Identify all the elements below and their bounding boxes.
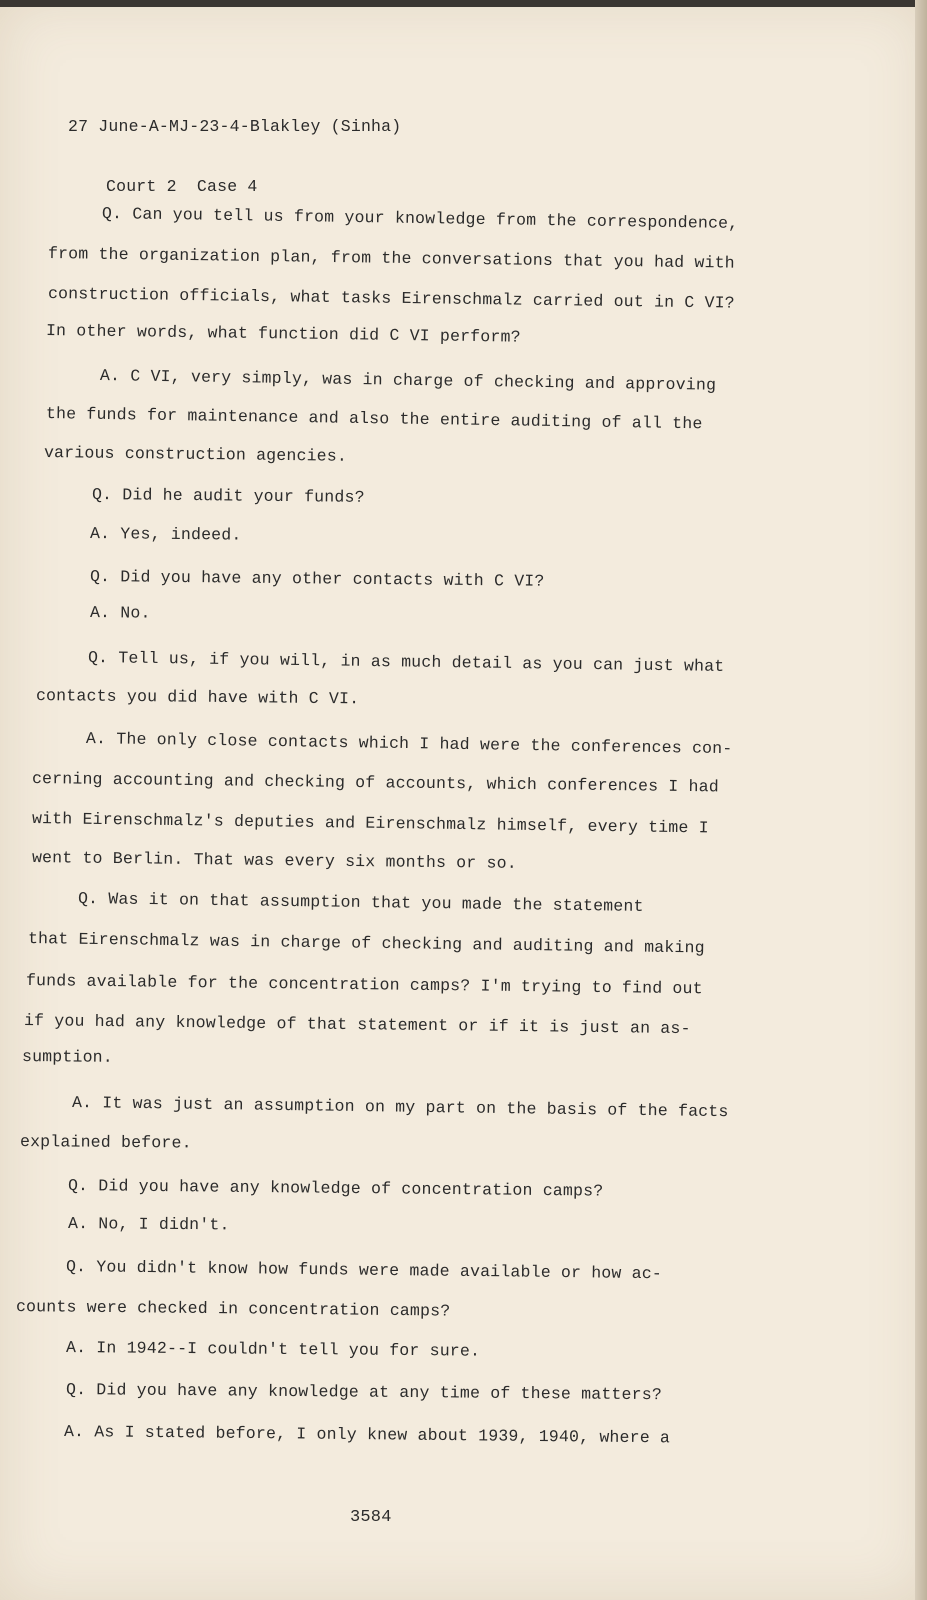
transcript-line: sumption. xyxy=(21,1047,114,1067)
transcript-line: Q. You didn't know how funds were made available or how ac- xyxy=(65,1257,663,1284)
transcript-line: construction officials, what tasks Eirenschmalz carried out in C VI? xyxy=(47,284,735,313)
transcript-line: explained before. xyxy=(19,1132,192,1153)
header-line-2: Court 2 Case 4 xyxy=(106,177,258,196)
transcript-line: A. The only close contacts which I had were the conferences con- xyxy=(85,729,733,759)
transcript-line: Q. Tell us, if you will, in as much detail as you can just what xyxy=(87,648,725,676)
transcript-line: with Eirenschmalz's deputies and Eirenschmalz himself, every time I xyxy=(31,809,709,838)
transcript-line: if you had any knowledge of that statement or if it is just an as- xyxy=(23,1011,691,1039)
transcript-line: from the organization plan, from the conversations that you had with xyxy=(47,244,735,273)
transcript-line: various construction agencies. xyxy=(43,443,348,466)
transcript-line: that Eirenschmalz was in charge of checking and auditing and making xyxy=(27,929,705,958)
transcript-line: counts were checked in concentration camps? xyxy=(15,1297,451,1321)
transcript-line: cerning accounting and checking of accounts, which conferences I had xyxy=(31,769,719,797)
transcript-line: the funds for maintenance and also the entire auditing of all the xyxy=(45,404,703,434)
transcript-line: A. No, I didn't. xyxy=(67,1214,230,1235)
transcript-line: went to Berlin. That was every six months or so. xyxy=(31,848,517,873)
page-number: 3584 xyxy=(350,1508,392,1527)
transcript-line: In other words, what function did C VI perform? xyxy=(45,321,521,347)
transcript-line: Q. Did you have any knowledge of concentration camps? xyxy=(67,1176,604,1201)
transcript-line: A. In 1942--I couldn't tell you for sure. xyxy=(65,1338,481,1361)
scan-right-edge xyxy=(915,0,927,1600)
transcript-line: A. Yes, indeed. xyxy=(89,524,242,545)
transcript-line: funds available for the concentration camps? I'm trying to find out xyxy=(25,971,703,999)
transcript-line: contacts you did have with C VI. xyxy=(35,686,360,709)
header-line-1: 27 June-A-MJ-23-4-Blakley (Sinha) xyxy=(68,117,402,136)
transcript-line: A. No. xyxy=(89,603,151,623)
transcript-line: A. C VI, very simply, was in charge of checking and approving xyxy=(99,366,717,395)
transcript-line: A. It was just an assumption on my part on the basis of the facts xyxy=(71,1093,729,1122)
transcript-line: A. As I stated before, I only knew about 1939, 1940, where a xyxy=(63,1422,671,1448)
transcript-line: Q. Can you tell us from your knowledge from the correspondence, xyxy=(101,204,739,233)
scan-top-edge xyxy=(0,0,927,7)
transcript-line: Q. Did you have any knowledge at any time of these matters? xyxy=(65,1380,663,1405)
transcript-line: Q. Did he audit your funds? xyxy=(91,485,365,507)
transcript-line: Q. Did you have any other contacts with C VI? xyxy=(89,567,545,591)
transcript-line: Q. Was it on that assumption that you made the statement xyxy=(77,889,644,916)
